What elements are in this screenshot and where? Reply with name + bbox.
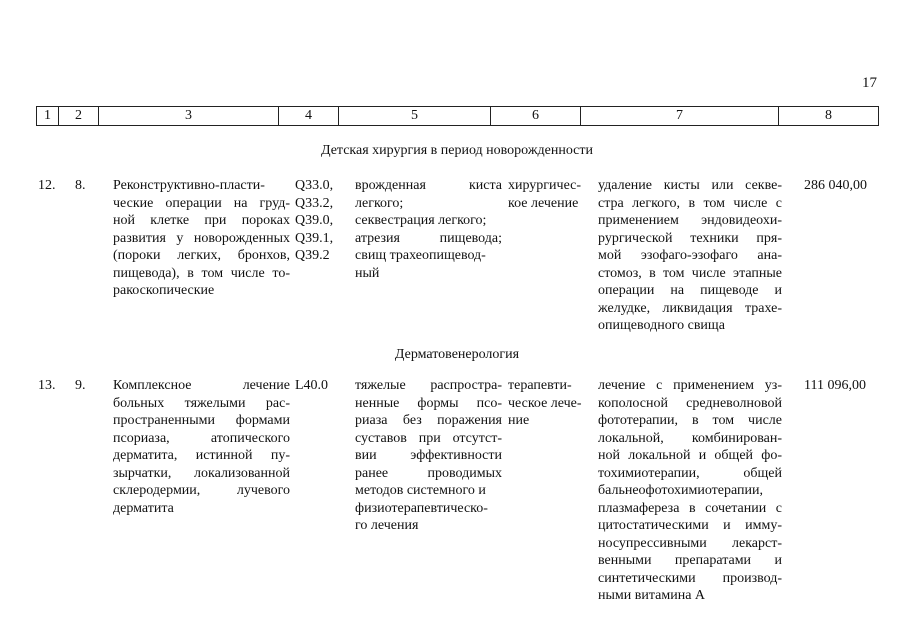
text-line: склеродермии, лучевого [113, 483, 290, 498]
text-line: (пороки легких, бронхов, [113, 248, 290, 263]
column-header-cell: 7 [581, 107, 779, 126]
column-header-cell: 6 [491, 107, 581, 126]
text-line: плазмафереза в сочетании с [598, 500, 782, 516]
text-line: вии эффективности [355, 448, 502, 463]
text-line: ной клетке при пороках [113, 213, 290, 228]
text-line: хирургичес- [508, 178, 582, 193]
column-header-table [36, 106, 879, 126]
text-line: тяжелые распростра- [355, 378, 502, 393]
text-line: физиотерапевтическо- [355, 500, 488, 516]
text-line: дерматита [113, 500, 174, 516]
text-line: ный [355, 265, 380, 281]
row-number: 13. [38, 378, 56, 393]
treatment-method [598, 377, 782, 605]
text-line: венными препаратами и [598, 553, 782, 568]
code-line: Q39.0, [295, 213, 334, 228]
text-line: ными витамина А [598, 588, 706, 603]
text-line: носупрессивными лекарст- [598, 535, 782, 551]
patient-model [355, 177, 502, 282]
text-line: ческое лече- [508, 395, 582, 411]
page-number: 17 [862, 75, 877, 91]
text-line: тохимиотерапии, общей [598, 465, 782, 481]
row-number: 12. [38, 178, 56, 193]
text-line: ракоскопические [113, 283, 215, 298]
text-line: Реконструктивно-пласти- [113, 178, 265, 193]
text-line: стра легкого, в том числе с [598, 195, 782, 211]
text-line: развития у новорожденных [113, 230, 290, 246]
row-subnumber: 9. [75, 378, 86, 393]
text-line: ненные формы псо- [355, 395, 502, 411]
text-line: псориаза, атопического [113, 430, 290, 446]
cost-value: 111 096,00 [804, 378, 866, 393]
text-line: рургической техники пря- [598, 230, 782, 246]
column-header-cell: 1 [37, 107, 59, 126]
code-line: Q39.1, [295, 230, 334, 246]
diagnosis-codes [295, 377, 351, 395]
text-line: врожденная киста [355, 178, 502, 193]
text-line: стомоз, в том числе этапные [598, 265, 782, 281]
procedure-name [113, 177, 290, 300]
column-header-cell: 8 [779, 107, 879, 126]
text-line: пространенными формами [113, 413, 290, 428]
text-line: синтетическими производ- [598, 570, 782, 586]
code-line: Q39.2 [295, 248, 330, 263]
text-line: терапевти- [508, 378, 572, 393]
text-line: дерматита, истинной пу- [113, 448, 290, 463]
text-line: ческие операции на груд- [113, 195, 290, 211]
text-line: секвестрация легкого; [355, 213, 487, 228]
section-title: Детская хирургия в период новорожденности [320, 143, 593, 158]
text-line: больных тяжелыми рас- [113, 395, 290, 411]
text-line: кополосной средневолновой [598, 395, 782, 411]
cost-value: 286 040,00 [804, 178, 867, 193]
text-line: ние [508, 413, 530, 428]
treatment-method [598, 177, 782, 335]
text-line: мой эзофаго-эзофаго ана- [598, 248, 782, 263]
code-line: Q33.0, [295, 178, 334, 193]
text-line: ной локальной и общей фо- [598, 448, 782, 463]
text-line: свищ трахеопищевод- [355, 248, 486, 263]
column-header-row [37, 107, 879, 126]
column-header-cell: 4 [279, 107, 339, 126]
column-header-cell: 3 [99, 107, 279, 126]
treatment-type [508, 377, 594, 430]
text-line: методов системного и [355, 483, 486, 498]
text-line: удаление кисты или секве- [598, 178, 782, 193]
code-line: L40.0 [295, 378, 329, 393]
text-line: пищевода), в том числе то- [113, 265, 290, 281]
text-line: ранее проводимых [355, 465, 502, 481]
text-line: лечение с применением уз- [598, 378, 782, 393]
text-line: атрезия пищевода; [355, 230, 502, 246]
text-line: желудке, ликвидация трахе- [598, 300, 782, 316]
text-line: цитостатическими и имму- [598, 518, 782, 533]
text-line: зырчатки, локализованной [113, 465, 290, 481]
text-line: легкого; [355, 195, 404, 211]
text-line: Комплексное лечение [113, 378, 290, 393]
text-line: применением эндовидеохи- [598, 213, 782, 228]
text-line: фототерапии, в том числе [598, 413, 782, 428]
text-line: риаза без поражения [355, 413, 502, 428]
column-header-cell: 2 [59, 107, 99, 126]
row-subnumber: 8. [75, 178, 86, 193]
procedure-name [113, 377, 290, 517]
text-line: опищеводного свища [598, 318, 725, 333]
treatment-type [508, 177, 594, 212]
text-line: бальнеофотохимиотерапии, [598, 483, 764, 498]
text-line: кое лечение [508, 195, 579, 211]
text-line: го лечения [355, 518, 419, 533]
text-line: операции на пищеводе и [598, 283, 782, 298]
column-header-cell: 5 [339, 107, 491, 126]
section-title: Дерматовенерология [394, 347, 520, 362]
diagnosis-codes [295, 177, 351, 265]
patient-model [355, 377, 502, 535]
code-line: Q33.2, [295, 195, 334, 211]
text-line: суставов при отсутст- [355, 430, 502, 446]
text-line: локальной, комбинирован- [598, 430, 782, 446]
